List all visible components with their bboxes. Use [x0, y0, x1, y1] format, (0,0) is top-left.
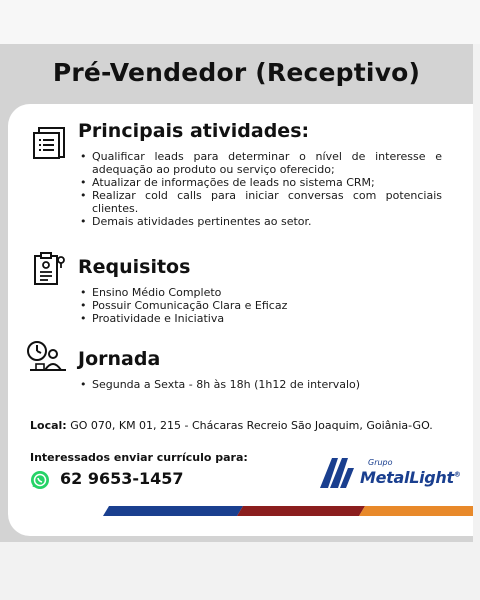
location-label: Local: — [30, 419, 67, 432]
list-item: • Qualificar leads para determinar o nível de interesse e adequação ao produto ou serviço oferecido; — [80, 150, 442, 176]
document-list-icon — [32, 126, 66, 160]
location-text — [30, 419, 433, 432]
whatsapp-icon[interactable] — [30, 470, 50, 490]
atividades-list — [80, 150, 442, 228]
contact-label: Interessados enviar currículo para: — [30, 451, 248, 464]
top-margin — [0, 0, 480, 44]
list-item: • Segunda a Sexta - 8h às 18h (1h12 de intervalo) — [80, 378, 410, 391]
section-title-atividades: Principais atividades: — [78, 120, 310, 142]
metallight-logo — [318, 452, 461, 492]
section-title-jornada: Jornada — [78, 348, 161, 370]
jornada-list — [80, 378, 410, 391]
brand-stripes — [103, 506, 473, 516]
logo-name-text: MetalLight® — [360, 468, 461, 487]
list-item: • Ensino Médio Completo — [80, 286, 410, 299]
section-title-requisitos: Requisitos — [78, 256, 191, 278]
clock-person-icon — [26, 340, 68, 376]
list-item: • Proatividade e Iniciativa — [80, 312, 410, 325]
list-item: • Atualizar de informações de leads no sistema CRM; — [80, 176, 442, 189]
page-title: Pré-Vendedor (Receptivo) — [52, 58, 421, 87]
list-item: • Demais atividades pertinentes ao setor. — [80, 215, 442, 228]
list-item: • Possuir Comunicação Clara e Eficaz — [80, 299, 410, 312]
requisitos-list — [80, 286, 410, 325]
list-item: • Realizar cold calls para iniciar conversas com potenciais clientes. — [80, 189, 442, 215]
clipboard-icon — [32, 252, 66, 286]
metallight-emblem-icon — [318, 456, 358, 490]
logo-group-text: Grupo — [368, 458, 393, 467]
phone-number[interactable]: 62 9653-1457 — [60, 469, 184, 488]
location-value: GO 070, KM 01, 215 - Chácaras Recreio São Joaquim, Goiânia-GO. — [70, 419, 433, 432]
